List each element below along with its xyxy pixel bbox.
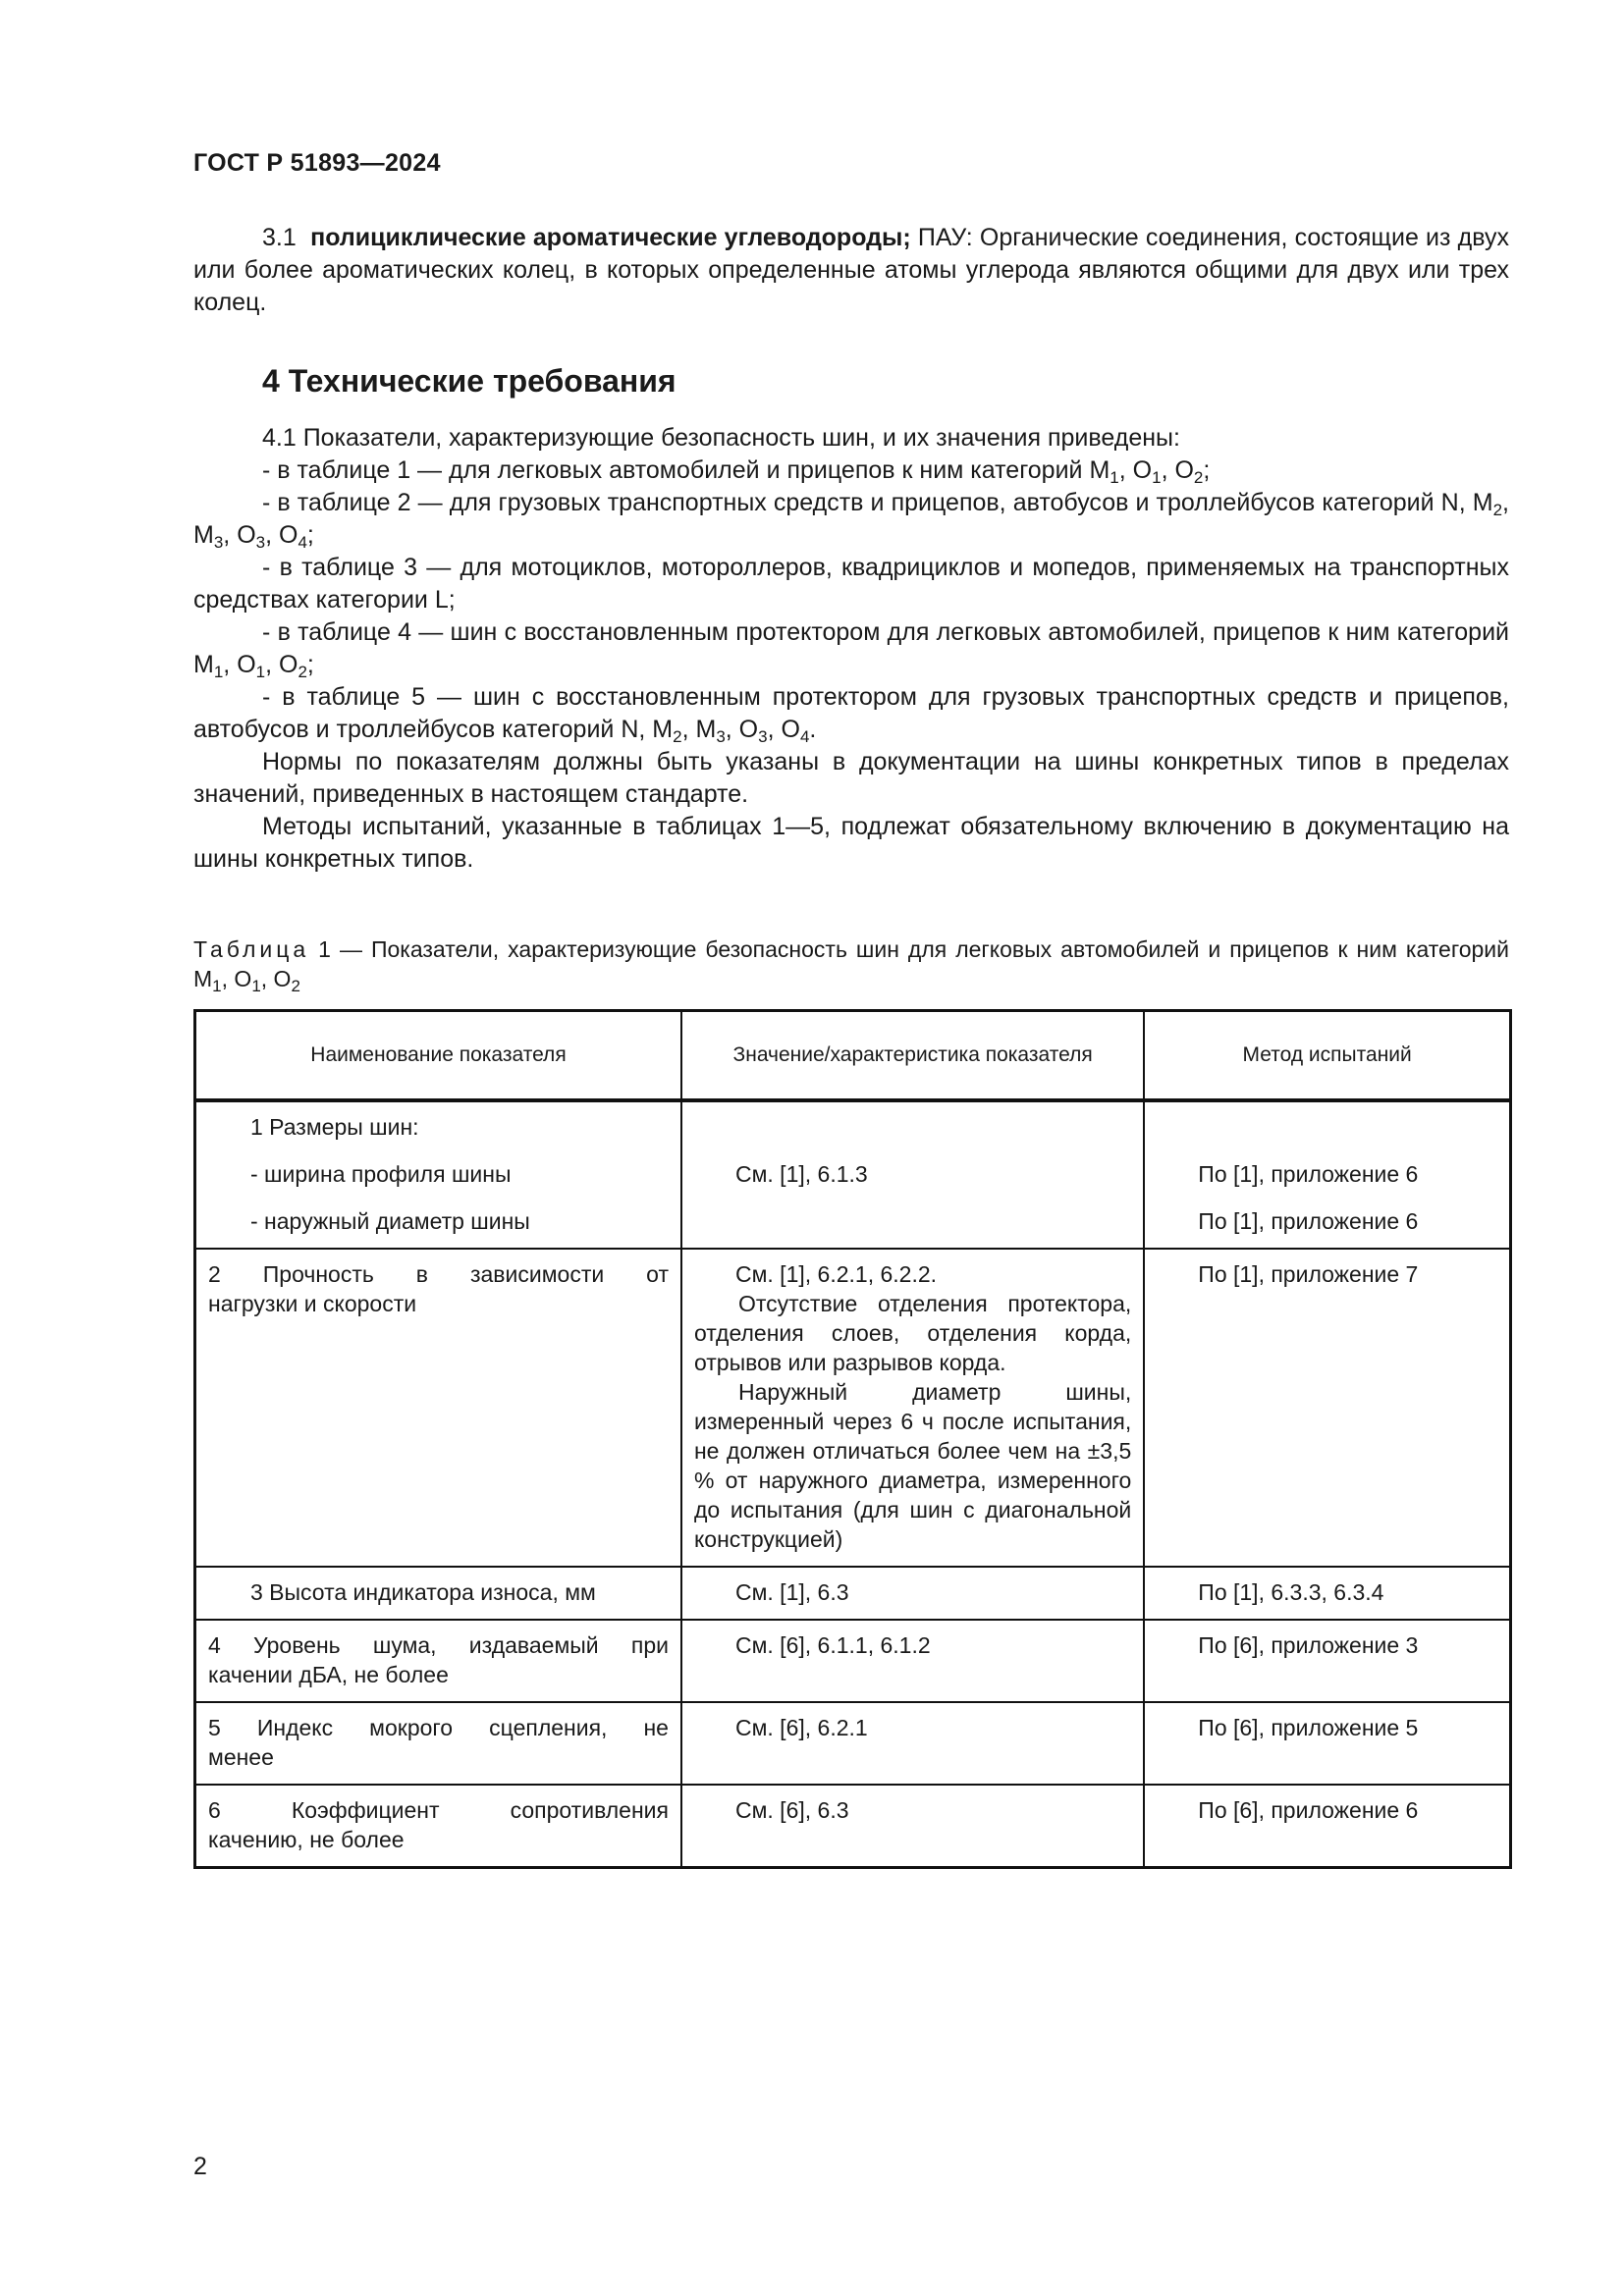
document-header: ГОСТ Р 51893—2024 [193,149,441,177]
definition-block [193,222,1509,319]
table-caption-label: Таблица [193,936,310,962]
row-value: См. [1], 6.3 [734,1579,849,1605]
category-list: $M_1$, $O_1$, $O_2$; [193,651,314,681]
definition-term: полициклические ароматические углеводороды; [310,224,911,251]
requirements-item-2: - в таблице 2 — для грузовых транспортных средств и прицепов, автобусов и троллейбусов категорий N, $M_2$, $M_3$, $O_3$, $O_4$; [193,489,1509,552]
category-list: $M_1$, $O_1$, $O_2$; [1089,456,1211,487]
row-name: 3 Высота индикатора износа, мм [250,1579,596,1605]
requirements-block [193,422,1509,876]
table-row [195,1249,1511,1567]
definition-paragraph [193,222,1509,319]
section-title: 4 Технические требования [262,363,677,399]
table-row [195,1702,1511,1785]
row-name-cont: нагрузки и скорости [208,1291,417,1316]
row-name: 4 Уровень шума, издаваемый при [208,1632,669,1658]
row-method: По [1], 6.3.3, 6.3.4 [1198,1579,1384,1605]
row-value: См. [1], 6.1.3 [734,1161,868,1187]
column-header-value: Значение/характеристика показателя [681,1011,1144,1101]
table-caption [193,934,1509,993]
row-value-detail: Отсутствие отделения протектора, отделения слоев, отделения корда, отрывов или разрывов корда. [693,1291,1132,1375]
page-number: 2 [193,2153,207,2180]
requirements-item-5: - в таблице 5 — шин с восстановленным протектором для грузовых транспортных средств и прицепов, автобусов и троллейбусов категорий N, $M_2$, $M_3$, $O_3$, $O_4$. [193,683,1509,746]
table-row [195,1785,1511,1868]
row-value: См. [6], 6.2.1 [734,1715,868,1740]
row-method: По [1], приложение 6 [1198,1161,1419,1187]
requirements-methods: Методы испытаний, указанные в таблицах 1—5, подлежат обязательному включению в документацию на шины конкретных типов. [193,813,1509,873]
tire-safety-table [193,1009,1512,1869]
row-method: По [6], приложение 3 [1198,1632,1419,1658]
row-name-cont: менее [208,1744,274,1770]
row-name-cont: качении дБА, не более [208,1662,449,1687]
table-row [195,1100,1511,1249]
table-caption-text: 1 — Показатели, характеризующие безопасность шин для легковых автомобилей и прицепов к ним категорий [309,936,1509,962]
row-subname: - наружный диаметр шины [250,1208,530,1234]
requirements-norms: Нормы по показателям должны быть указаны в документации на шины конкретных типов в пределах значений, приведенных в настоящем стандарте. [193,748,1509,808]
row-name: 5 Индекс мокрого сцепления, не [208,1715,669,1740]
row-method: По [1], приложение 7 [1198,1261,1419,1287]
requirements-item-4: - в таблице 4 — шин с восстановленным протектором для легковых автомобилей, прицепов к ним категорий $M_1$, $O_1$, $O_2$; [193,618,1509,681]
row-method: По [6], приложение 5 [1198,1715,1419,1740]
category-list: N, $M_2$, $M_3$, $O_3$, $O_4$; [193,489,1509,552]
category-list: N, $M_2$, $M_3$, $O_3$, $O_4$. [621,716,817,746]
row-name: 1 Размеры шин: [250,1114,419,1140]
definition-number: 3.1 [262,224,297,251]
row-value: См. [6], 6.3 [734,1797,849,1823]
table-caption-categories: $M_1$, $O_1$, $O_2$ [193,966,300,995]
row-value: См. [6], 6.1.1, 6.1.2 [734,1632,931,1658]
row-name-cont: качению, не более [208,1827,405,1852]
column-header-name: Наименование показателя [195,1011,681,1101]
requirements-item-3: - в таблице 3 — для мотоциклов, мотороллеров, квадрициклов и мопедов, применяемых на транспортных средствах категории L; [193,554,1509,614]
table-row [195,1567,1511,1620]
row-value-detail: Наружный диаметр шины, измеренный через 6 ч после испытания, не должен отличаться более чем на ±3,5 % от наружного диаметра, измеренного до испытания (для шин с диагональной конструкцией) [693,1379,1132,1552]
requirements-item-1: - в таблице 1 — для легковых автомобилей и прицепов к ним категорий $M_1$, $O_1$, $O_2$; [262,456,1211,487]
row-name: 2 Прочность в зависимости от [208,1261,669,1287]
column-header-method: Метод испытаний [1144,1011,1510,1101]
row-method: По [6], приложение 6 [1198,1797,1419,1823]
table-row [195,1620,1511,1702]
row-method: По [1], приложение 6 [1198,1208,1419,1234]
requirements-intro: 4.1 Показатели, характеризующие безопасность шин, и их значения приведены: [262,424,1180,452]
row-name: 6 Коэффициент сопротивления [208,1797,669,1823]
row-value: См. [1], 6.2.1, 6.2.2. [734,1261,938,1287]
table-header-row [195,1011,1511,1101]
row-subname: - ширина профиля шины [250,1161,512,1187]
definition-text: ПАУ: Органические соединения, состоящие из двух или более ароматических колец, в которых определенные атомы углерода являются общими для двух или трех колец. [193,224,1509,316]
